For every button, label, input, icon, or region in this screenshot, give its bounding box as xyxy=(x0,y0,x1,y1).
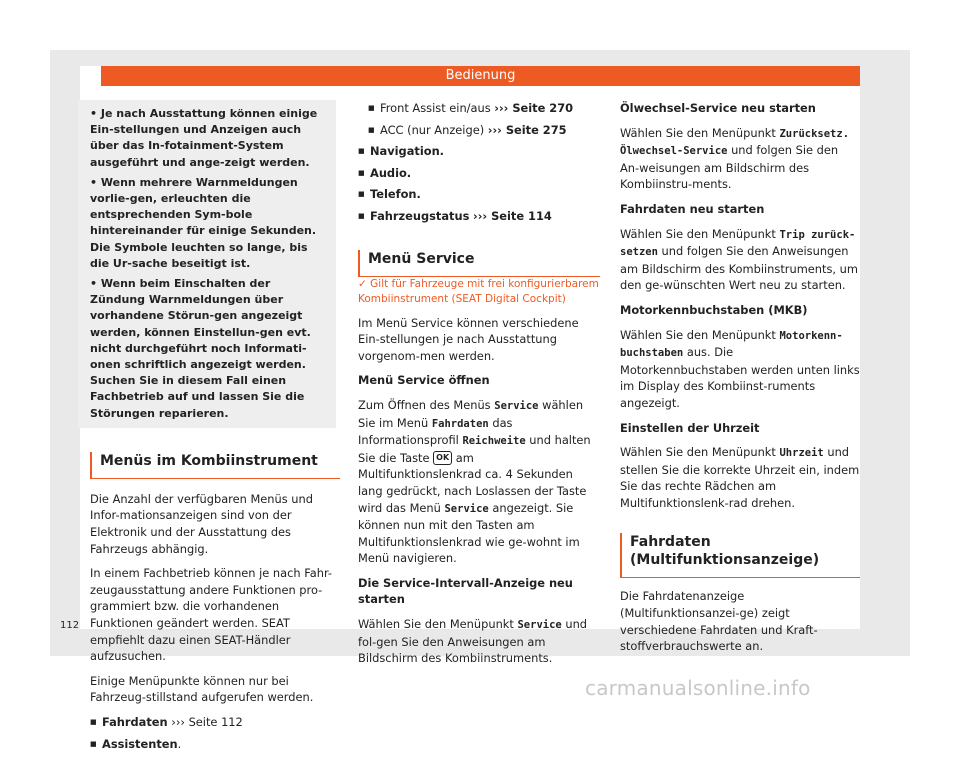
paragraph: In einem Fachbetrieb können je nach Fahr-zeugausstattung andere Funktionen pro-grammiert bzw. die vorhandenen Funktionen geändert werden. SEAT empfiehlt dazu einen SEAT-Händler aufzusuchen. xyxy=(90,566,333,664)
column-1 xyxy=(90,100,340,757)
list-item: ■ Audio. xyxy=(358,165,600,182)
paragraph: Wählen Sie den Menüpunkt Trip zurück-setzen und folgen Sie den Anweisungen am Bildschirm des Kombiinstruments, um den ge-wünschten Wert neu zu starten. xyxy=(620,226,858,293)
section-title-menus: Menüs im Kombiinstrument xyxy=(90,452,340,479)
paragraph: Wählen Sie den Menüpunkt Service und fol-gen Sie den Anweisungen am Bildschirm des Kombiinstruments. xyxy=(358,617,588,666)
page-link[interactable]: ››› Seite 275 xyxy=(487,122,567,137)
section-title-service: Menü Service xyxy=(358,250,600,277)
note-item: • Je nach Ausstattung können einige Ein-stellungen und Anzeigen auch über das In-fotainment-System ausgeführt und ange-zeigt werden. xyxy=(90,107,318,169)
column-3 xyxy=(620,100,860,663)
paragraph: Zum Öffnen des Menüs Service wählen Sie im Menü Fahrdaten das Informationsprofil Reichweite und halten Sie die Taste OK am Multifunktionslenkrad ca. 4 Sekunden lang gedrückt, nach Loslassen der Taste wird das Menü Service angezeigt. Sie können nun mit den Tasten am Multifunktionslenkrad wie ge-wohnt im Menü navigieren. xyxy=(358,397,591,566)
ok-button-icon: OK xyxy=(433,451,452,465)
list-item: ■ Navigation. xyxy=(358,143,600,160)
note-item: • Wenn mehrere Warnmeldungen vorlie-gen, erleuchten die entsprechenden Sym-bole hintereinander für einige Sekunden. Die Symbole leuchten so lange, bis die Ur-sache beseitigt ist. xyxy=(90,175,317,270)
subheading: Einstellen der Uhrzeit xyxy=(620,420,760,435)
paragraph: Wählen Sie den Menüpunkt Motorkenn-buchstaben aus. Die Motorkennbuchstaben werden unten links im Display des Kombiinst-ruments angezeigt. xyxy=(620,327,860,410)
paragraph: Die Anzahl der verfügbaren Menüs und Infor-mationsanzeigen sind von der Elektronik und der Ausstattung des Fahrzeugs abhängig. xyxy=(90,491,313,556)
menu-list xyxy=(90,714,340,752)
subheading: Menü Service öffnen xyxy=(358,373,490,388)
page-number: 112 xyxy=(60,620,80,631)
menu-list xyxy=(358,100,600,225)
subheading: Motorkennbuchstaben (MKB) xyxy=(620,302,808,317)
list-item: ■ Assistenten. xyxy=(90,736,340,753)
list-item: ■ Fahrdaten ››› Seite 112 xyxy=(90,714,340,731)
paragraph: Die Fahrdatenanzeige (Multifunktionsanzei-ge) zeigt verschiedene Fahrdaten und Kraft-stoffverbrauchswerte an. xyxy=(620,589,818,654)
section-title-fahrdaten: Fahrdaten (Multifunktionsanzeige) xyxy=(620,533,860,578)
list-item: ■ Fahrzeugstatus ››› Seite 114 xyxy=(358,208,600,225)
applicability-note: ✓ Gilt für Fahrzeuge mit frei konfigurierbarem Kombiinstrument (SEAT Digital Cockpit) xyxy=(358,277,599,305)
chapter-header: Bedienung xyxy=(101,66,860,86)
page-link[interactable]: ››› Seite 112 xyxy=(171,714,243,729)
note-item: • Wenn beim Einschalten der Zündung Warnmeldungen über vorhandene Störun-gen angezeigt werden, können Einstellun-gen evt. nicht durchgeführt noch Informati-onen schriftlich angezeigt werden. Suchen Sie in diesem Fall einen Fachbetrieb auf und lassen Sie die Störungen reparieren. xyxy=(90,277,311,420)
paragraph: Wählen Sie den Menüpunkt Zurücksetz. Ölwechsel-Service und folgen Sie den An-weisungen am Bildschirm des Kombiinstru-ments. xyxy=(620,125,850,192)
column-2 xyxy=(358,100,600,675)
subheading: Die Service-Intervall-Anzeige neu starten xyxy=(358,575,573,607)
watermark: carmanualsonline.info xyxy=(585,676,811,700)
page-link[interactable]: ››› Seite 114 xyxy=(473,208,552,223)
list-item: ■ Telefon. xyxy=(358,186,600,203)
subheading: Ölwechsel-Service neu starten xyxy=(620,101,816,115)
list-item: ■ ACC (nur Anzeige) ››› Seite 275 xyxy=(368,122,600,139)
note-box xyxy=(78,100,336,428)
page-link[interactable]: ››› Seite 270 xyxy=(494,101,574,115)
subheading: Fahrdaten neu starten xyxy=(620,201,765,216)
paragraph: Einige Menüpunkte können nur bei Fahrzeug-stillstand aufgerufen werden. xyxy=(90,673,314,705)
list-item: ■ Front Assist ein/aus ››› Seite 270 xyxy=(368,100,600,117)
paragraph: Wählen Sie den Menüpunkt Uhrzeit und stellen Sie die korrekte Uhrzeit ein, indem Sie das rechte Rädchen am Multifunktionslenk-rad drehen. xyxy=(620,445,860,510)
paragraph: Im Menü Service können verschiedene Ein-stellungen je nach Ausstattung vorgenom-men werden. xyxy=(358,315,579,363)
